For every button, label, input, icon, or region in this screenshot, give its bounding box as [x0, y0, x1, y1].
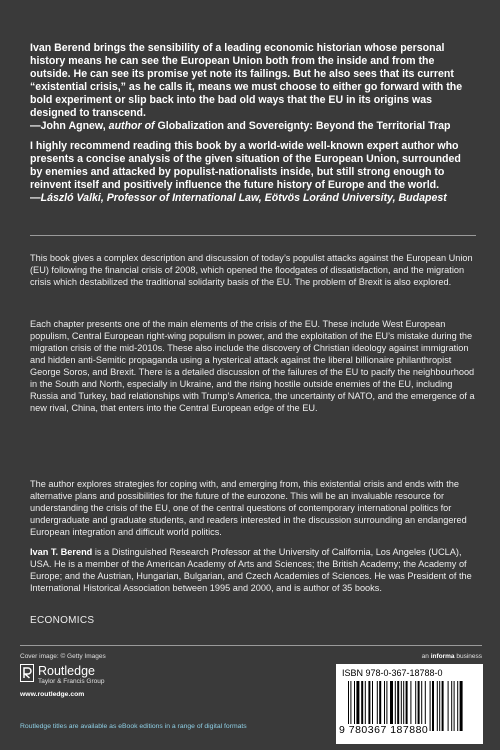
- endorsement-quote-2: [30, 140, 476, 205]
- publisher-url: www.routledge.com: [20, 691, 85, 698]
- routledge-logo-icon: [20, 664, 34, 682]
- subject-category: ECONOMICS: [30, 615, 95, 626]
- endorsement-quote-1: [30, 42, 476, 133]
- description-paragraph-1: This book gives a complex description and discussion of today’s populist attacks against the European Union (EU) following the financial crisis of 2008, which opened the floodgates of dissatisfaction, and the migration crisis which destabilized the traditional solidarity basis of the EU. The problem of Brexit is also explored.: [30, 253, 473, 287]
- author-bio: [30, 546, 476, 594]
- divider: [30, 235, 476, 236]
- description-paragraph-2: Each chapter presents one of the main elements of the crisis of the EU. These include West European populism, Central European right-wing populism in power, and the exploitation of the EU’s mistake during the migration crisis of the mid-2010s. These also include the discovery of Christian ideology against immigration and hidden anti-Semitic propaganda using a hysterical attack against the liberal billionaire philanthropist George Soros, and Brexit. There is a detailed discussion of the failures of the EU to pacify the neighbourhood in the South and North, especially in Ukraine, and the rising hostile outside enemies of the EU, including Russia and Turkey, bad relationships with Trump’s America, the uncertainty of NATO, and the emergence of a new rival, China, that enters into the Central European edge of the EU.: [30, 319, 475, 413]
- quote-1-text: Ivan Berend brings the sensibility of a leading economic historian whose personal history means he can see the European Union both from the inside and from the outside. He can see its promise yet note its failings. But he also sees that its current “existential crisis,” as he calls it, means we must choose to either go forward with the bold experiment or slip back into the bad old ways that the EU in its origins was designed to transcend.: [30, 42, 463, 119]
- description-paragraph-3: The author explores strategies for coping with, and emerging from, this existential crisis and ends with the alternative plans and possibilities for the future of the eurozone. This will be an invaluable resource for understanding the crisis of the EU, one of the central questions of contemporary international politics for undergraduate and graduate students, and readers interested in the discussion surrounding an endangered European integration and difficult world politics.: [30, 479, 467, 537]
- cover-credit: Cover image: © Getty Images: [20, 653, 106, 660]
- quote-1-attribution: —John Agnew, author of Globalization and Sovereignty: Beyond the Territorial Trap: [30, 120, 451, 132]
- footer-divider: [20, 645, 482, 646]
- ebook-note: Routledge titles are available as eBook editions in a range of digital formats: [20, 723, 247, 730]
- isbn-number: ISBN 978-0-367-18788-0: [342, 668, 443, 678]
- author-name: Ivan T. Berend: [30, 547, 93, 557]
- barcode-digits: 9 780367 187880: [339, 724, 429, 736]
- publisher-name: Routledge: [38, 664, 95, 678]
- author-bio-text: is a Distinguished Research Professor at the University of California, Los Angeles (UCLA), USA. He is a member of the American Academy of Arts and Sciences; the British Academy; the Academy of Europe; and the Austrian, Hungarian, Bulgarian, and Czech Academies of Sciences. He was President of the International Historical Association between 1995 and 2000, and is author of 35 books.: [30, 547, 472, 593]
- isbn-barcode: [336, 664, 483, 744]
- publisher-block: [20, 664, 130, 704]
- quote-2-attribution: —László Valki, Professor of International Law, Eötvös Loránd University, Budapest: [30, 192, 447, 204]
- publisher-group: Taylor & Francis Group: [38, 678, 105, 685]
- informa-business-label: an informa business: [421, 653, 482, 660]
- quote-2-text: I highly recommend reading this book by a world-wide well-known expert author who presents a concise analysis of the given situation of the European Union, surrounded by enemies and attacked by populist-nationalists inside, but still strong enough to reinvent itself and positively influence the future history of Europe and the world.: [30, 140, 461, 191]
